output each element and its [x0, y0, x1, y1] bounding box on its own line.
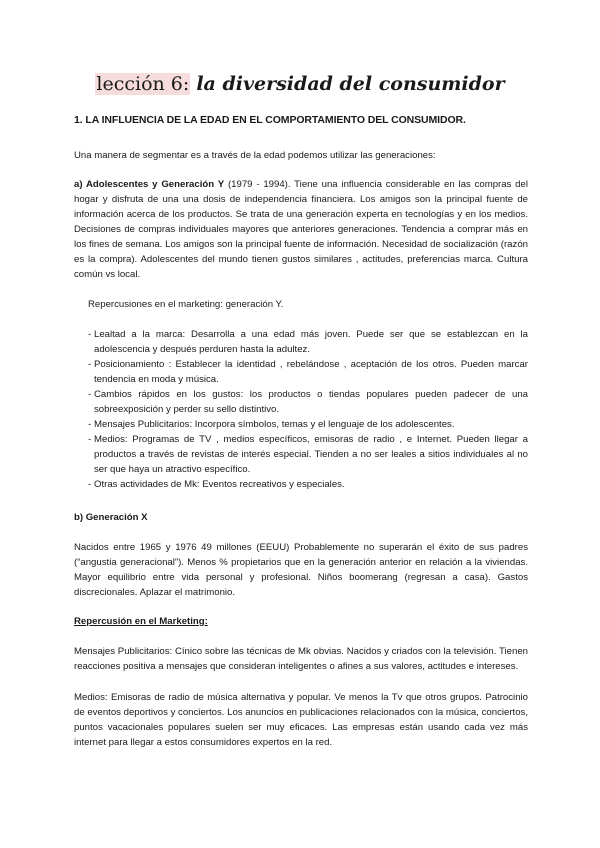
medios-x-paragraph: Medios: Emisoras de radio de música alternativa y popular. Ve menos la Tv que otros grupos. Patrocinio de eventos deportivos y conciertos. Los anuncios en publicaciones relacionados con la música, conciertos, puntos vacacionales populares suelen ser muy eficaces. Las empresas están usando cada vez más internet para llegar a estos consumidores expertos en la red.	[74, 692, 528, 748]
gen-y-paragraph	[74, 177, 528, 282]
section-heading: 1. LA INFLUENCIA DE LA EDAD EN EL COMPORTAMIENTO DEL CONSUMIDOR.	[74, 114, 466, 126]
list-item: - Mensajes Publicitarios: Incorpora símbolos, temas y el lenguaje de los adolescentes.	[88, 419, 455, 430]
list-item: - Otras actividades de Mk: Eventos recreativos y especiales.	[88, 479, 345, 490]
lesson-topic: la diversidad del consumidor	[196, 73, 505, 95]
gen-y-label: a) Adolescentes y Generación Y	[74, 179, 225, 190]
repercusiones-y-label: Repercusiones en el marketing: generación Y.	[88, 299, 284, 310]
mensajes-x-paragraph: Mensajes Publicitarios: Cínico sobre las técnicas de Mk obvias. Nacidos y criados con la televisión. Tienen reacciones positiva a mensajes que consideran inteligentes o afines a sus valores, actitudes e intereses.	[74, 646, 528, 672]
gen-x-heading: b) Generación X	[74, 512, 148, 523]
gen-x-paragraph: Nacidos entre 1965 y 1976 49 millones (EEUU) Probablemente no superarán el éxito de sus padres (“angustia generacional”). Menos % propietarios que en la generación anterior en relación a la viviendas. Mayor equilibrio entre vida personal y profesional. Niños boomerang (regresan a casa). Gastos discrecionales. Aplazar el matrimonio.	[74, 542, 528, 598]
gen-y-bullet-list	[74, 327, 528, 492]
list-item: - Cambios rápidos en los gustos: los productos o tiendas populares pueden padecer de una sobreexposición y perder su sello distintivo.	[88, 389, 528, 415]
intro-paragraph: Una manera de segmentar es a través de la edad podemos utilizar las generaciones:	[74, 150, 436, 161]
gen-y-text: . Tiene una influencia considerable en las compras del hogar y disfruta de una una dosis de independencia financiera. Los amigos son la principal fuente de información acerca de los productos. Se trata de una generación experta en tecnologías y en los medios. Decisiones de compras individuales mayores que anteriores generaciones. Tendencia a comprar más en los fines de semana. Los amigos son la principal fuente de información. Necesidad de socialización (razón es la compra). Adolescentes del mundo tienen gustos similares , actitudes, preferencias marca. Cultura común vs local.	[74, 179, 528, 280]
list-item: - Medios: Programas de TV , medios específicos, emisoras de radio , e Internet. Pueden llegar a productos a través de revistas de interés especial. Tienden a no ser leales a sitios individuales al no ser que haya un atractivo específico.	[88, 434, 528, 475]
list-item: - Posicionamiento : Establecer la identidad , rebelándose , aceptación de los otros. Pueden marcar tendencia en moda y música.	[88, 359, 528, 385]
repercusion-x-heading: Repercusión en el Marketing:	[74, 616, 208, 627]
list-item: - Lealtad a la marca: Desarrolla a una edad más joven. Puede ser que se establezcan en la adolescencia y después perduren hasta la adultez.	[88, 329, 528, 355]
lesson-title	[0, 71, 600, 97]
gen-y-years: (1979 - 1994)	[227, 179, 288, 190]
lesson-number: lección 6:	[96, 73, 190, 95]
